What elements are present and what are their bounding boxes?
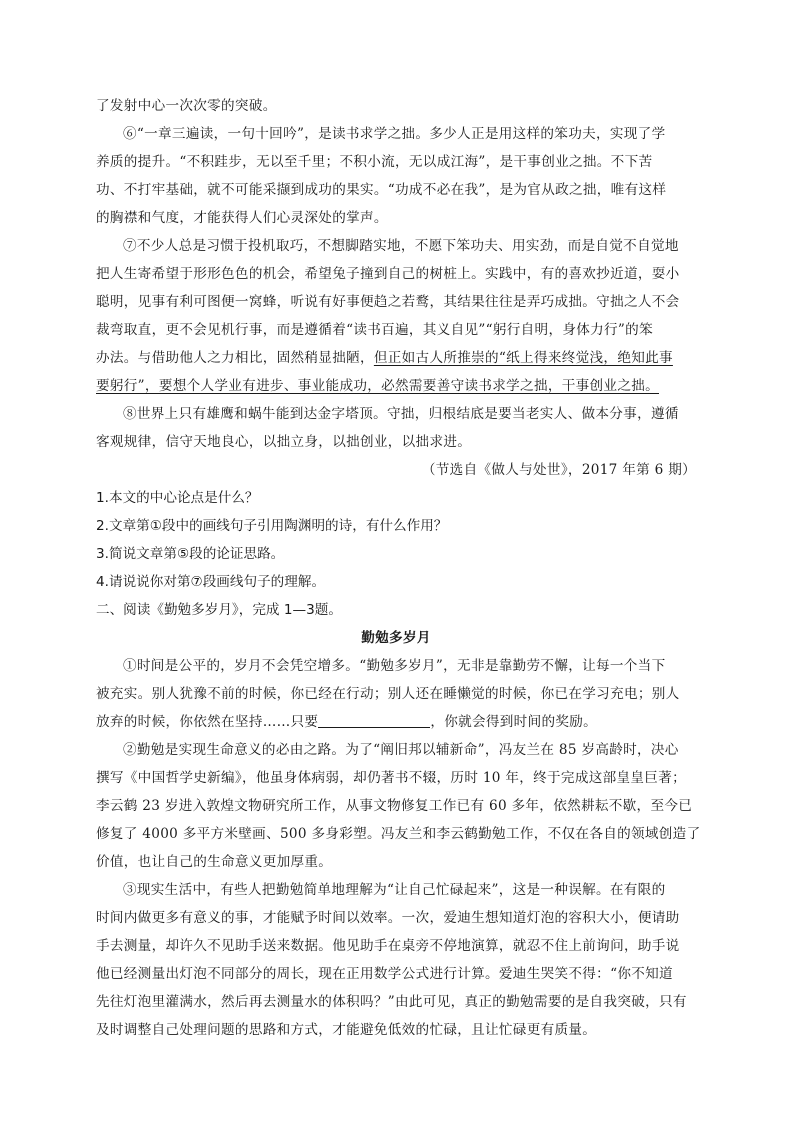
paragraph-line: 养质的提升。“不积跬步，无以至千里；不积小流，无以成江海”，是干事创业之拙。不下苦 <box>96 154 653 170</box>
paragraph-6 <box>96 120 696 232</box>
fill-in-blank[interactable] <box>318 713 430 728</box>
paragraph-text: 办法。与借助他人之力相比，固然稍显拙陋， <box>96 350 374 366</box>
paragraph-line: ①时间是公平的，岁月不会凭空增多。“勤勉多岁月”，无非是靠勤劳不懈，让每一个当下 <box>123 658 666 674</box>
section2-paragraph-3 <box>96 876 696 1044</box>
paragraph-line-with-underline <box>96 344 696 372</box>
paragraph-line: 客观规律，信守天地良心，以拙立身，以拙创业，以拙求进。 <box>96 434 472 450</box>
paragraph-line: 的胸襟和气度，才能获得人们心灵深处的掌声。 <box>96 210 388 226</box>
underlined-sentence: 但正如古人所推崇的“纸上得来终觉浅，绝知此事 <box>373 350 673 366</box>
paragraph-line: 及时调整自己处理问题的思路和方式，才能避免低效的忙碌，且让忙碌更有质量。 <box>96 1022 597 1038</box>
paragraph-text: ，你就会得到时间的奖励。 <box>430 714 598 730</box>
question-item: 3.简说文章第⑤段的论证思路。 <box>96 546 285 562</box>
paragraph-line: 李云鹤 23 岁进入敦煌文物研究所工作，从事文物修复工作已有 60 多年，依然耕耘不歇，至今已 <box>96 798 693 814</box>
question-item: 4.请说说你对第⑦段画线句子的理解。 <box>96 574 326 590</box>
paragraph-line: ⑥“一章三遍读，一句十回吟”，是读书求学之拙。多少人正是用这样的笨功夫，实现了学 <box>123 126 666 142</box>
paragraph-line: 聪明，见事有利可图便一窝蜂，听说有好事便趋之若鹜，其结果往往是弄巧成拙。守拙之人不会 <box>96 294 680 310</box>
paragraph-line: 被充实。别人犹豫不前的时候，你已经在行动；别人还在睡懒觉的时候，你已在学习充电；别人 <box>96 686 680 702</box>
paragraph-8 <box>96 400 696 456</box>
paragraph-line: ⑦不少人总是习惯于投机取巧，不想脚踏实地，不愿下笨功夫、用实劲，而是自觉不自觉地 <box>123 238 679 254</box>
question-item: 1.本文的中心论点是什么？ <box>96 490 259 506</box>
paragraph-text: 放弃的时候，你依然在坚持……只要 <box>96 714 319 730</box>
paragraph-line: 手去测量，却许久不见助手送来数据。他见助手在桌旁不停地演算，就忍不住上前询问，助手说 <box>96 938 680 954</box>
section2-paragraph-2 <box>96 736 701 876</box>
passage-title: 勤勉多岁月 <box>361 630 431 646</box>
paragraph-5-end: 了发射中心一次次零的突破。 <box>96 98 277 114</box>
paragraph-7 <box>96 232 696 400</box>
paragraph-line-with-underline <box>96 372 696 400</box>
paragraph-line: 撰写《中国哲学史新编》，他虽身体病弱，却仍著书不辍，历时 10 年，终于完成这部皇皇巨著； <box>96 770 686 786</box>
underlined-sentence: 要躬行”，要想个人学业有进步、事业能成功，必然需要善守读书求学之拙，干事创业之拙。 <box>96 378 659 394</box>
paragraph-line: ⑧世界上只有雄鹰和蜗牛能到达金字塔顶。守拙，归根结底是要当老实人、做本分事，遵循 <box>123 406 679 422</box>
questions-list <box>96 484 696 596</box>
question-item: 2.文章第①段中的画线句子引用陶渊明的诗，有什么作用？ <box>96 518 448 534</box>
section2-paragraph-1 <box>96 652 696 736</box>
paragraph-line: 功、不打牢基础，就不可能采撷到成功的果实。“功成不必在我”，是为官从政之拙，唯有这样 <box>96 182 667 198</box>
document-page <box>96 92 701 1044</box>
paragraph-line: 他已经测量出灯泡不同部分的周长，现在正用数学公式进行计算。爱迪生哭笑不得：“你不知道 <box>96 966 673 982</box>
paragraph-line-with-blank <box>96 708 696 736</box>
paragraph-line: ②勤勉是实现生命意义的必由之路。为了“阐旧邦以辅新命”，冯友兰在 85 岁高龄时，决心 <box>123 742 679 758</box>
paragraph-line: 先往灯泡里灌满水，然后再去测量水的体积吗？”由此可见，真正的勤勉需要的是自我突破，只有 <box>96 994 687 1010</box>
paragraph-line: 时间内做更多有意义的事，才能赋予时间以效率。一次，爱迪生想知道灯泡的容积大小，便请助 <box>96 910 680 926</box>
paragraph-line: 裁弯取直，更不会见机行事，而是遵循着“读书百遍，其义自见”“躬行自明，身体力行”的笨 <box>96 322 653 338</box>
paragraph-line: ③现实生活中，有些人把勤勉简单地理解为“让自己忙碌起来”，这是一种误解。在有限的 <box>123 882 666 898</box>
paragraph-line: 修复了 4000 多平方米壁画、500 多身彩塑。冯友兰和李云鹤勤勉工作，不仅在各自的领域创造了 <box>96 826 701 842</box>
section-heading: 二、阅读《勤勉多岁月》，完成 1—3题。 <box>96 602 342 618</box>
paragraph-line: 把人生寄希望于形形色色的机会，希望兔子撞到自己的树桩上。实践中，有的喜欢抄近道，耍小 <box>96 266 680 282</box>
source-citation: （节选自《做人与处世》，2017 年第 6 期） <box>421 462 696 478</box>
paragraph-line: 价值，也让自己的生命意义更加厚重。 <box>96 854 333 870</box>
